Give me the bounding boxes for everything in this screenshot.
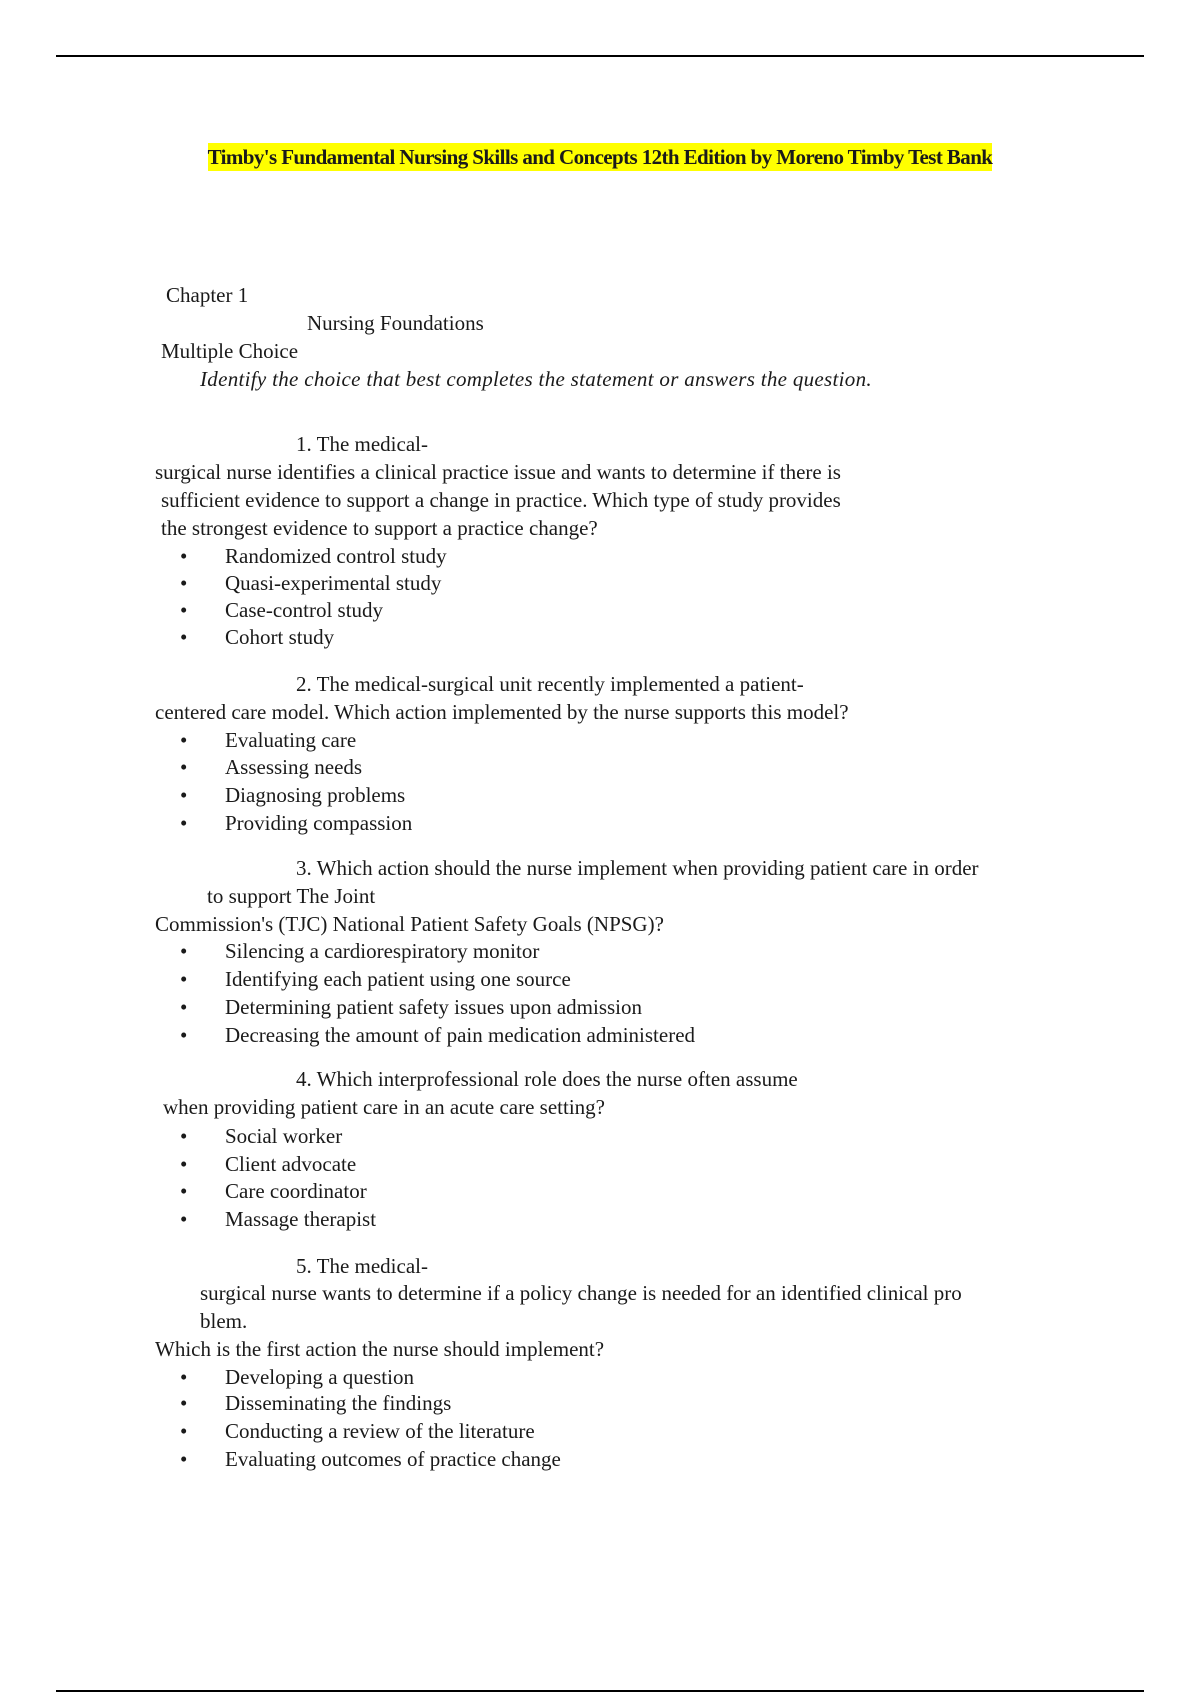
- question-3-line-2: to support The Joint: [207, 884, 376, 908]
- option-text: Decreasing the amount of pain medication administered: [225, 1023, 696, 1047]
- bullet: •: [180, 1152, 188, 1176]
- option-text: Cohort study: [225, 625, 335, 649]
- question-5-line-4: Which is the first action the nurse should implement?: [155, 1337, 605, 1361]
- question-4-line-1: 4. Which interprofessional role does the nurse often assume: [296, 1067, 798, 1091]
- question-3-line-3: Commission's (TJC) National Patient Safety Goals (NPSG)?: [155, 912, 664, 936]
- question-5-line-1: 5. The medical-: [296, 1254, 428, 1278]
- section-heading: Multiple Choice: [161, 339, 299, 363]
- bullet: •: [180, 1365, 188, 1389]
- bullet: •: [180, 1419, 188, 1443]
- question-1-line-4: the strongest evidence to support a practice change?: [161, 516, 598, 540]
- bullet: •: [180, 625, 188, 649]
- option-text: Providing compassion: [225, 811, 413, 835]
- option-text: Diagnosing problems: [225, 783, 406, 807]
- bullet: •: [180, 1023, 188, 1047]
- question-5-line-3: blem.: [200, 1309, 248, 1333]
- bullet: •: [180, 1124, 188, 1148]
- document-title: [0, 145, 1200, 170]
- option-text: Quasi-experimental study: [225, 571, 442, 595]
- option-text: Case-control study: [225, 598, 384, 622]
- bullet: •: [180, 811, 188, 835]
- question-1-line-2: surgical nurse identifies a clinical practice issue and wants to determine if there is: [155, 460, 841, 484]
- option-text: Determining patient safety issues upon admission: [225, 995, 643, 1019]
- bullet: •: [180, 571, 188, 595]
- bullet: •: [180, 967, 188, 991]
- question-1-line-3: sufficient evidence to support a change in practice. Which type of study provides: [161, 488, 841, 512]
- option-text: Developing a question: [225, 1365, 414, 1389]
- bullet: •: [180, 1447, 188, 1471]
- bullet: •: [180, 728, 188, 752]
- question-4-line-2: when providing patient care in an acute care setting?: [163, 1095, 605, 1119]
- bullet: •: [180, 755, 188, 779]
- bullet: •: [180, 939, 188, 963]
- option-text: Client advocate: [225, 1152, 357, 1176]
- bullet: •: [180, 1179, 188, 1203]
- chapter-title: Nursing Foundations: [307, 311, 484, 335]
- option-text: Randomized control study: [225, 544, 447, 568]
- chapter-label: Chapter 1: [166, 283, 249, 307]
- question-1-line-1: 1. The medical-: [296, 432, 428, 456]
- option-text: Identifying each patient using one source: [225, 967, 571, 991]
- bullet: •: [180, 544, 188, 568]
- option-text: Evaluating care: [225, 728, 357, 752]
- question-5-line-2: surgical nurse wants to determine if a policy change is needed for an identified clinical pro: [200, 1281, 962, 1305]
- option-text: Evaluating outcomes of practice change: [225, 1447, 561, 1471]
- option-text: Assessing needs: [225, 755, 363, 779]
- instructions: Identify the choice that best completes the statement or answers the question.: [200, 367, 872, 391]
- top-rule: [56, 55, 1144, 57]
- bottom-rule: [56, 1690, 1144, 1692]
- option-text: Conducting a review of the literature: [225, 1419, 535, 1443]
- bullet: •: [180, 783, 188, 807]
- option-text: Social worker: [225, 1124, 343, 1148]
- bullet: •: [180, 995, 188, 1019]
- option-text: Disseminating the findings: [225, 1391, 452, 1415]
- option-text: Massage therapist: [225, 1207, 377, 1231]
- option-text: Care coordinator: [225, 1179, 367, 1203]
- question-3-line-1: 3. Which action should the nurse implement when providing patient care in order: [296, 856, 979, 880]
- bullet: •: [180, 598, 188, 622]
- bullet: •: [180, 1207, 188, 1231]
- question-2-line-2: centered care model. Which action implemented by the nurse supports this model?: [155, 700, 849, 724]
- question-2-line-1: 2. The medical-surgical unit recently implemented a patient-: [296, 672, 804, 696]
- option-text: Silencing a cardiorespiratory monitor: [225, 939, 540, 963]
- bullet: •: [180, 1391, 188, 1415]
- title-highlight: Timby's Fundamental Nursing Skills and Concepts 12th Edition by Moreno Timby Test Bank: [207, 145, 993, 169]
